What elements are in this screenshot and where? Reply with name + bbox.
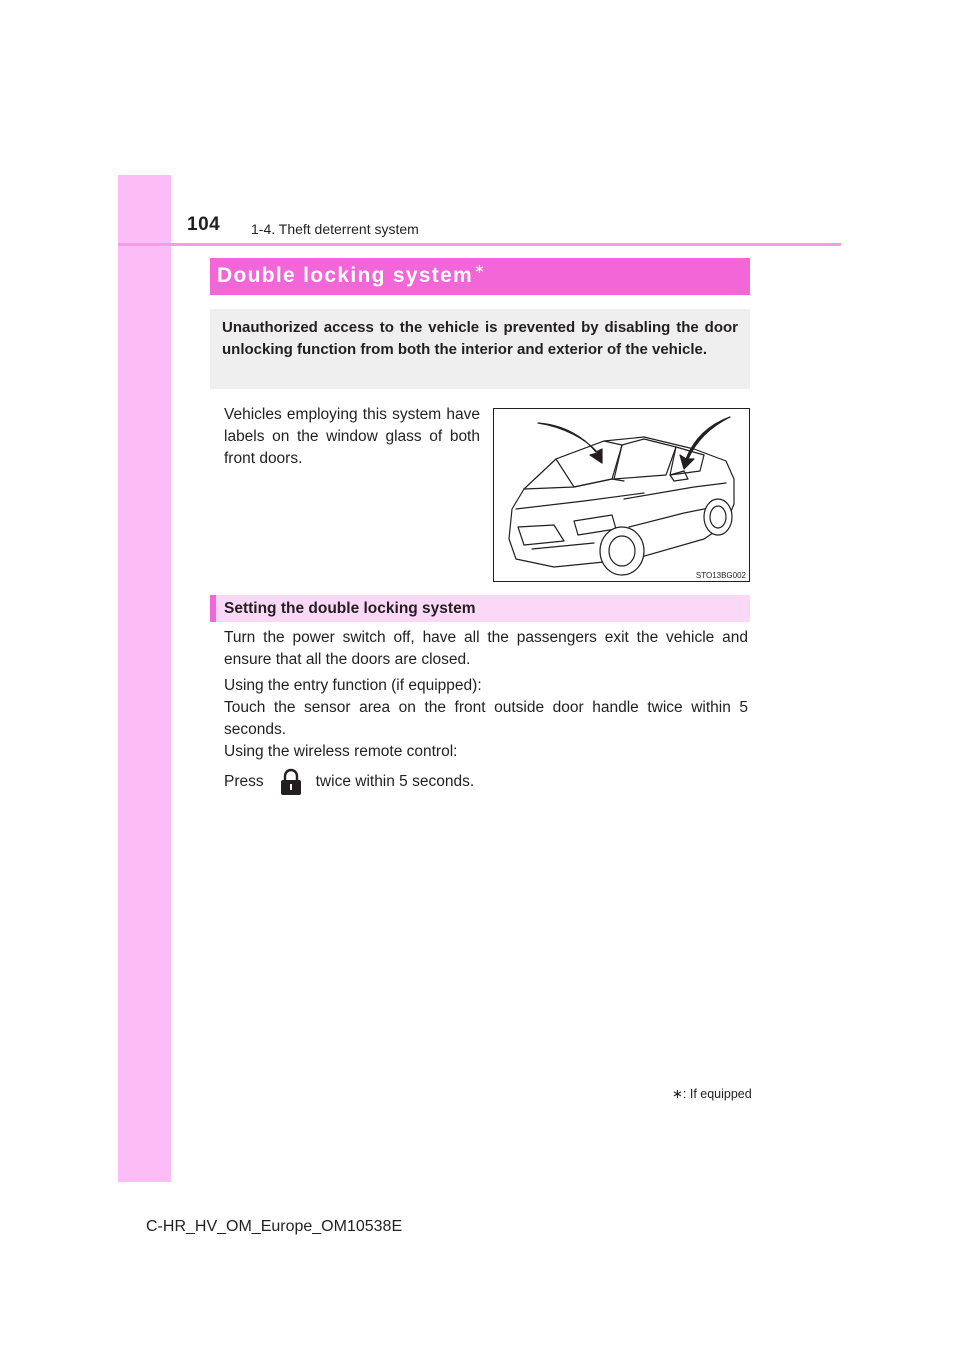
car-figure: [493, 408, 750, 582]
footnote-text: : If equipped: [682, 1087, 752, 1101]
footnote-mark: ∗: [672, 1086, 683, 1101]
entry-function-heading: Using the entry function (if equipped):: [224, 677, 482, 694]
car-illustration-icon: [494, 409, 749, 581]
section-label: 1-4. Theft deterrent system: [251, 221, 419, 237]
page-number: 104: [187, 214, 221, 235]
remote-control-heading: Using the wireless remote control:: [224, 743, 458, 760]
figure-code: STO13BG002: [695, 571, 746, 580]
chapter-side-band: [118, 175, 171, 1182]
subsection-title: Setting the double locking system: [224, 600, 476, 617]
document-id: C-HR_HV_OM_Europe_OM10538E: [146, 1218, 403, 1235]
page-title: Double locking system: [217, 264, 474, 287]
intro-box: [210, 309, 750, 389]
press-prefix: Press: [224, 773, 264, 791]
press-suffix: twice within 5 seconds.: [315, 773, 475, 791]
lock-icon: [276, 768, 306, 796]
if-equipped-mark: ∗: [474, 261, 485, 276]
press-instruction: [224, 768, 748, 796]
title-bar: [210, 258, 750, 295]
lock-instructions: [224, 675, 748, 763]
header-rule: [118, 243, 841, 246]
step-power-off: Turn the power switch off, have all the passengers exit the vehicle and ensure that all the doors are closed.: [224, 629, 748, 668]
footnote: [672, 1086, 752, 1102]
subsection-bar: [210, 595, 750, 622]
labels-paragraph: Vehicles employing this system have labels on the window glass of both front doors.: [224, 406, 480, 467]
entry-function-text: Touch the sensor area on the front outside door handle twice within 5 seconds.: [224, 699, 748, 738]
intro-text: Unauthorized access to the vehicle is prevented by disabling the door unlocking function from both the interior and exterior of the vehicle.: [222, 319, 738, 358]
